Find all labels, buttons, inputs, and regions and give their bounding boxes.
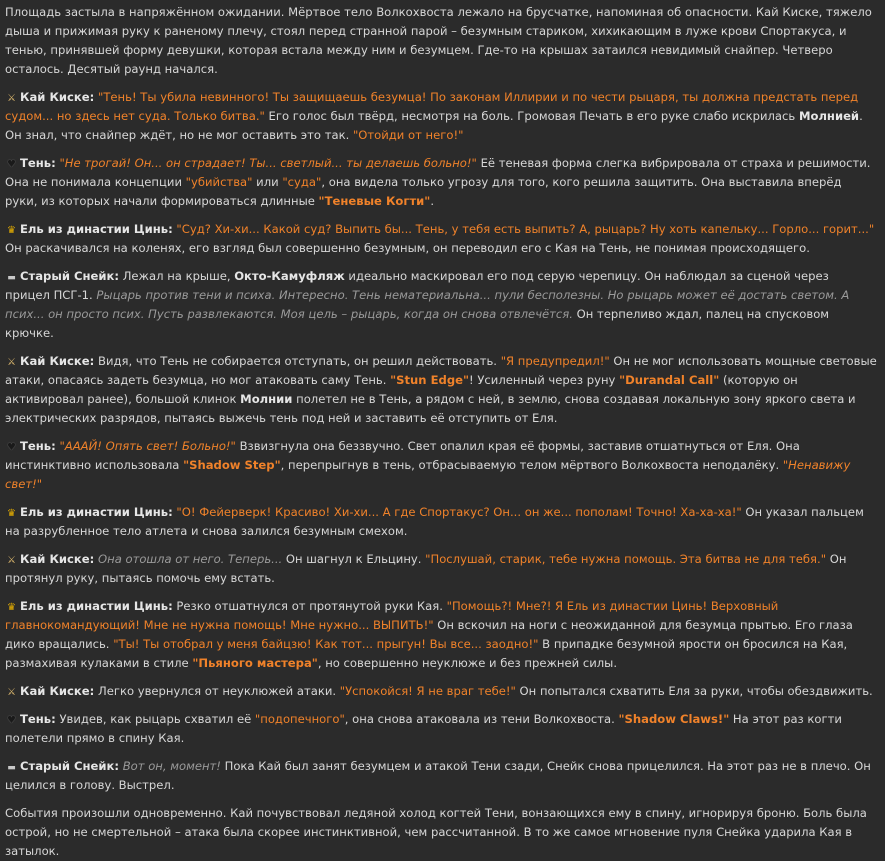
speaker-name: Кай Киске: — [20, 552, 95, 566]
speaker-name: Кай Киске: — [20, 90, 95, 104]
chat-message — [5, 710, 877, 748]
speaker-name: Кай Киске: — [20, 684, 95, 698]
narration-text: или — [252, 175, 283, 189]
chat-message — [5, 220, 877, 258]
quoted-speech: "Послушай, старик, тебе нужна помощь. Эта битва не для тебя." — [425, 552, 827, 566]
chat-message — [5, 437, 877, 494]
narration-text: Он раскачивался на коленях, его взгляд был совершенно безумным, он переводил его с Кая на Тень, не понимая происходящего. — [5, 241, 810, 255]
chat-message — [5, 154, 877, 211]
narration-text: Взвизгнула она беззвучно. Свет опалил края её формы, заставив отшатнуться от Еля. Она инстинктивно использовала — [5, 439, 800, 472]
chat-message — [5, 682, 877, 701]
narration-text: (которую он активировал ранее), большой клинок — [5, 373, 798, 406]
narration-text: На этот раз когти полетели прямо в спину Кая. — [5, 712, 842, 745]
narration-text: В припадке безумной ярости он бросился на Кая, размахивая кулаками в стиле — [5, 637, 848, 670]
speaker-name: Ель из династии Цинь: — [20, 505, 173, 519]
black-heart-icon: ♥ — [7, 159, 16, 170]
quoted-speech: "Успокойся! Я не враг тебе!" — [339, 684, 516, 698]
ability-name: "Теневые Когти" — [318, 194, 431, 208]
bold-term: Молнией — [798, 109, 860, 123]
narration-text: Её теневая форма слегка вибрировала от страха и решимости. Она не понимала концепции — [5, 156, 871, 189]
narration-text: Его голос был твёрд, несмотря на боль. Громовая Печать в его руке слабо искрилась — [264, 109, 799, 123]
narration-paragraph — [5, 804, 877, 861]
narration-text: полетел не в Тень, а рядом с ней, в землю, снова создавая локальную зону яркого света и электрических разрядов, пытаясь выжечь тень под ней и заставить её отступить от Еля. — [5, 392, 856, 425]
quoted-speech: "Ты! Ты отобрал у меня байцзю! Как тот... прыгун! Вы все... заодно!" — [113, 637, 539, 651]
chat-message — [5, 88, 877, 145]
quoted-speech: "Отойди от него!" — [352, 128, 464, 142]
crown-icon: ♛ — [7, 508, 16, 519]
narration-text: , она снова атаковала из тени Волкохвоста. — [344, 712, 619, 726]
narration-text: Он не мог использовать мощные световые атаки, опасаясь задеть безумца, но мог атаковать саму Тень. — [5, 354, 877, 387]
narration-text: идеально маскировал его под серую черепицу. Он наблюдал за сценой через прицел ПСГ-1. — [5, 269, 829, 302]
speaker-name: Тень: — [20, 156, 56, 170]
narration-text: Он терпеливо ждал, палец на спусковом крючке. — [5, 307, 830, 340]
speaker-name: Ель из династии Цинь: — [20, 222, 173, 236]
black-heart-icon: ♥ — [7, 442, 16, 453]
quoted-speech-italic: "АААЙ! Опять свет! Больно!" — [59, 439, 236, 453]
narration-text: События произошли одновременно. Кай почувствовал ледяной холод когтей Тени, вонзающихся ему в спину, игнорируя броню. Боль была острой, но не смертельной – атака была скорее инстинктивной, чем рассчитанной. В то же самое мгновение пуля Снейка ударила Кая в затылок. — [5, 806, 867, 858]
narration-text: Он указал пальцем на разрубленное тело атлета и снова залился безумным смехом. — [5, 505, 864, 538]
speaker-name: Тень: — [20, 439, 56, 453]
crossed-swords-icon: ⚔ — [7, 687, 16, 698]
speaker-name: Старый Снейк: — [20, 759, 120, 773]
quoted-speech-italic: "Ненавижу свет!" — [5, 458, 851, 491]
narration-text: Пока Кай был занят безумцем и атакой Тени сзади, Снейк снова прицелился. На этот раз не в плечо. Он целился в голову. Выстрел. — [5, 759, 871, 792]
chat-message — [5, 757, 877, 795]
quoted-speech: "О! Фейерверк! Красиво! Хи-хи... А где Спортакус? Он... он же... пополам! Точно! Ха-ха-ха!" — [176, 505, 742, 519]
narration-text: Видя, что Тень не собирается отступать, он решил действовать. — [98, 354, 501, 368]
narration-text: Он вскочил на ноги с неожиданной для безумца прытью. Его глаза дико вращались. — [5, 618, 853, 651]
chat-message — [5, 550, 877, 588]
ability-name: "Shadow Step" — [183, 458, 281, 472]
narration-text: , перепрыгнув в тень, отбрасываемую телом мёртвого Волкохвоста неподалёку. — [280, 458, 783, 472]
chat-message — [5, 503, 877, 541]
thought-text: Рыцарь против тени и психа. Интересно. Тень нематериальна... пули бесполезны. Но рыцарь может её достать светом. А псих... он просто псих. Пусть развлекаются. Моя цель – рыцарь, когда он снова отвлечётся. — [5, 288, 850, 321]
chat-message — [5, 352, 877, 428]
speaker-name: Кай Киске: — [20, 354, 95, 368]
narration-paragraph — [5, 3, 877, 79]
narration-text: , но совершенно неуклюже и без прежней силы. — [317, 656, 618, 670]
pistol-icon: ▬ — [7, 763, 16, 773]
ability-name: "Пьяного мастера" — [192, 656, 318, 670]
quoted-speech: "Помощь?! Мне?! Я Ель из династии Цинь! Верховный главнокомандующий! Мне не нужна помощь! Мне нужно... ВЫПИТЬ!" — [5, 599, 779, 632]
narration-text: Резко отшатнулся от протянутой руки Кая. — [176, 599, 447, 613]
quoted-speech: "подопечного" — [254, 712, 345, 726]
crossed-swords-icon: ⚔ — [7, 357, 16, 368]
ability-name: "Stun Edge" — [390, 373, 470, 387]
ability-name: "Shadow Claws!" — [618, 712, 730, 726]
narration-text: Площадь застыла в напряжённом ожидании. Мёртвое тело Волкохвоста лежало на брусчатке, напоминая об опасности. Кай Киске, тяжело дыша и прижимая руку к раненому плечу, стоял перед странной парой – безумным стариком, хихикающим в луже крови Спортакуса, и тенью, принявшей форму девушки, которая встала между ним и безумцем. Где-то на крышах затаился невидимый снайпер. Четверо осталось. Десятый раунд начался. — [5, 5, 872, 76]
narration-text: , она видела только угрозу для того, кого решила защитить. Она выставила вперёд руки, из которых начали формироваться длинные — [5, 175, 842, 208]
narration-text: ! Усиленный через руну — [469, 373, 620, 387]
quoted-speech-italic: "Не трогай! Он... он страдает! Ты... светлый... ты делаешь больно!" — [59, 156, 477, 170]
speaker-name: Старый Снейк: — [20, 269, 120, 283]
chat-message — [5, 267, 877, 343]
quoted-speech: "Тень! Ты убила невинного! Ты защищаешь безумца! По законам Иллирии и по чести рыцаря, ты должна предстать перед судом... но здесь нет суда. Только битва." — [5, 90, 859, 123]
crossed-swords-icon: ⚔ — [7, 93, 16, 104]
quoted-speech: "суда" — [282, 175, 322, 189]
narration-text: Он шагнул к Ельцину. — [282, 552, 426, 566]
speaker-name: Ель из династии Цинь: — [20, 599, 173, 613]
narration-text: Он протянул руку, пытаясь помочь ему встать. — [5, 552, 847, 585]
ability-name: "Durandal Call" — [619, 373, 720, 387]
quoted-speech: "Суд? Хи-хи... Какой суд? Выпить бы... Тень, у тебя есть выпить? А, рыцарь? Ну хоть капельку... Горло... горит..." — [176, 222, 875, 236]
narration-text: Легко увернулся от неуклюжей атаки. — [98, 684, 340, 698]
thought-text: Вот он, момент! — [122, 759, 221, 773]
narration-text: Увидев, как рыцарь схватил её — [59, 712, 255, 726]
chat-message — [5, 597, 877, 673]
quoted-speech: "Я предупредил!" — [500, 354, 610, 368]
speaker-name: Тень: — [20, 712, 56, 726]
black-heart-icon: ♥ — [7, 715, 16, 726]
quoted-speech: "убийства" — [185, 175, 253, 189]
narration-text: . Он знал, что снайпер ждёт, но не мог оставить это так. — [5, 109, 863, 142]
pistol-icon: ▬ — [7, 273, 16, 283]
thought-text: Она отошла от него. Теперь... — [98, 552, 283, 566]
narration-text: . — [430, 194, 435, 208]
bold-term: Молнии — [240, 392, 293, 406]
bold-term: Окто-Камуфляж — [234, 269, 345, 283]
narration-text: Он попытался схватить Еля за руки, чтобы обездвижить. — [515, 684, 873, 698]
crown-icon: ♛ — [7, 225, 16, 236]
narration-text: Лежал на крыше, — [122, 269, 235, 283]
crossed-swords-icon: ⚔ — [7, 555, 16, 566]
crown-icon: ♛ — [7, 602, 16, 613]
